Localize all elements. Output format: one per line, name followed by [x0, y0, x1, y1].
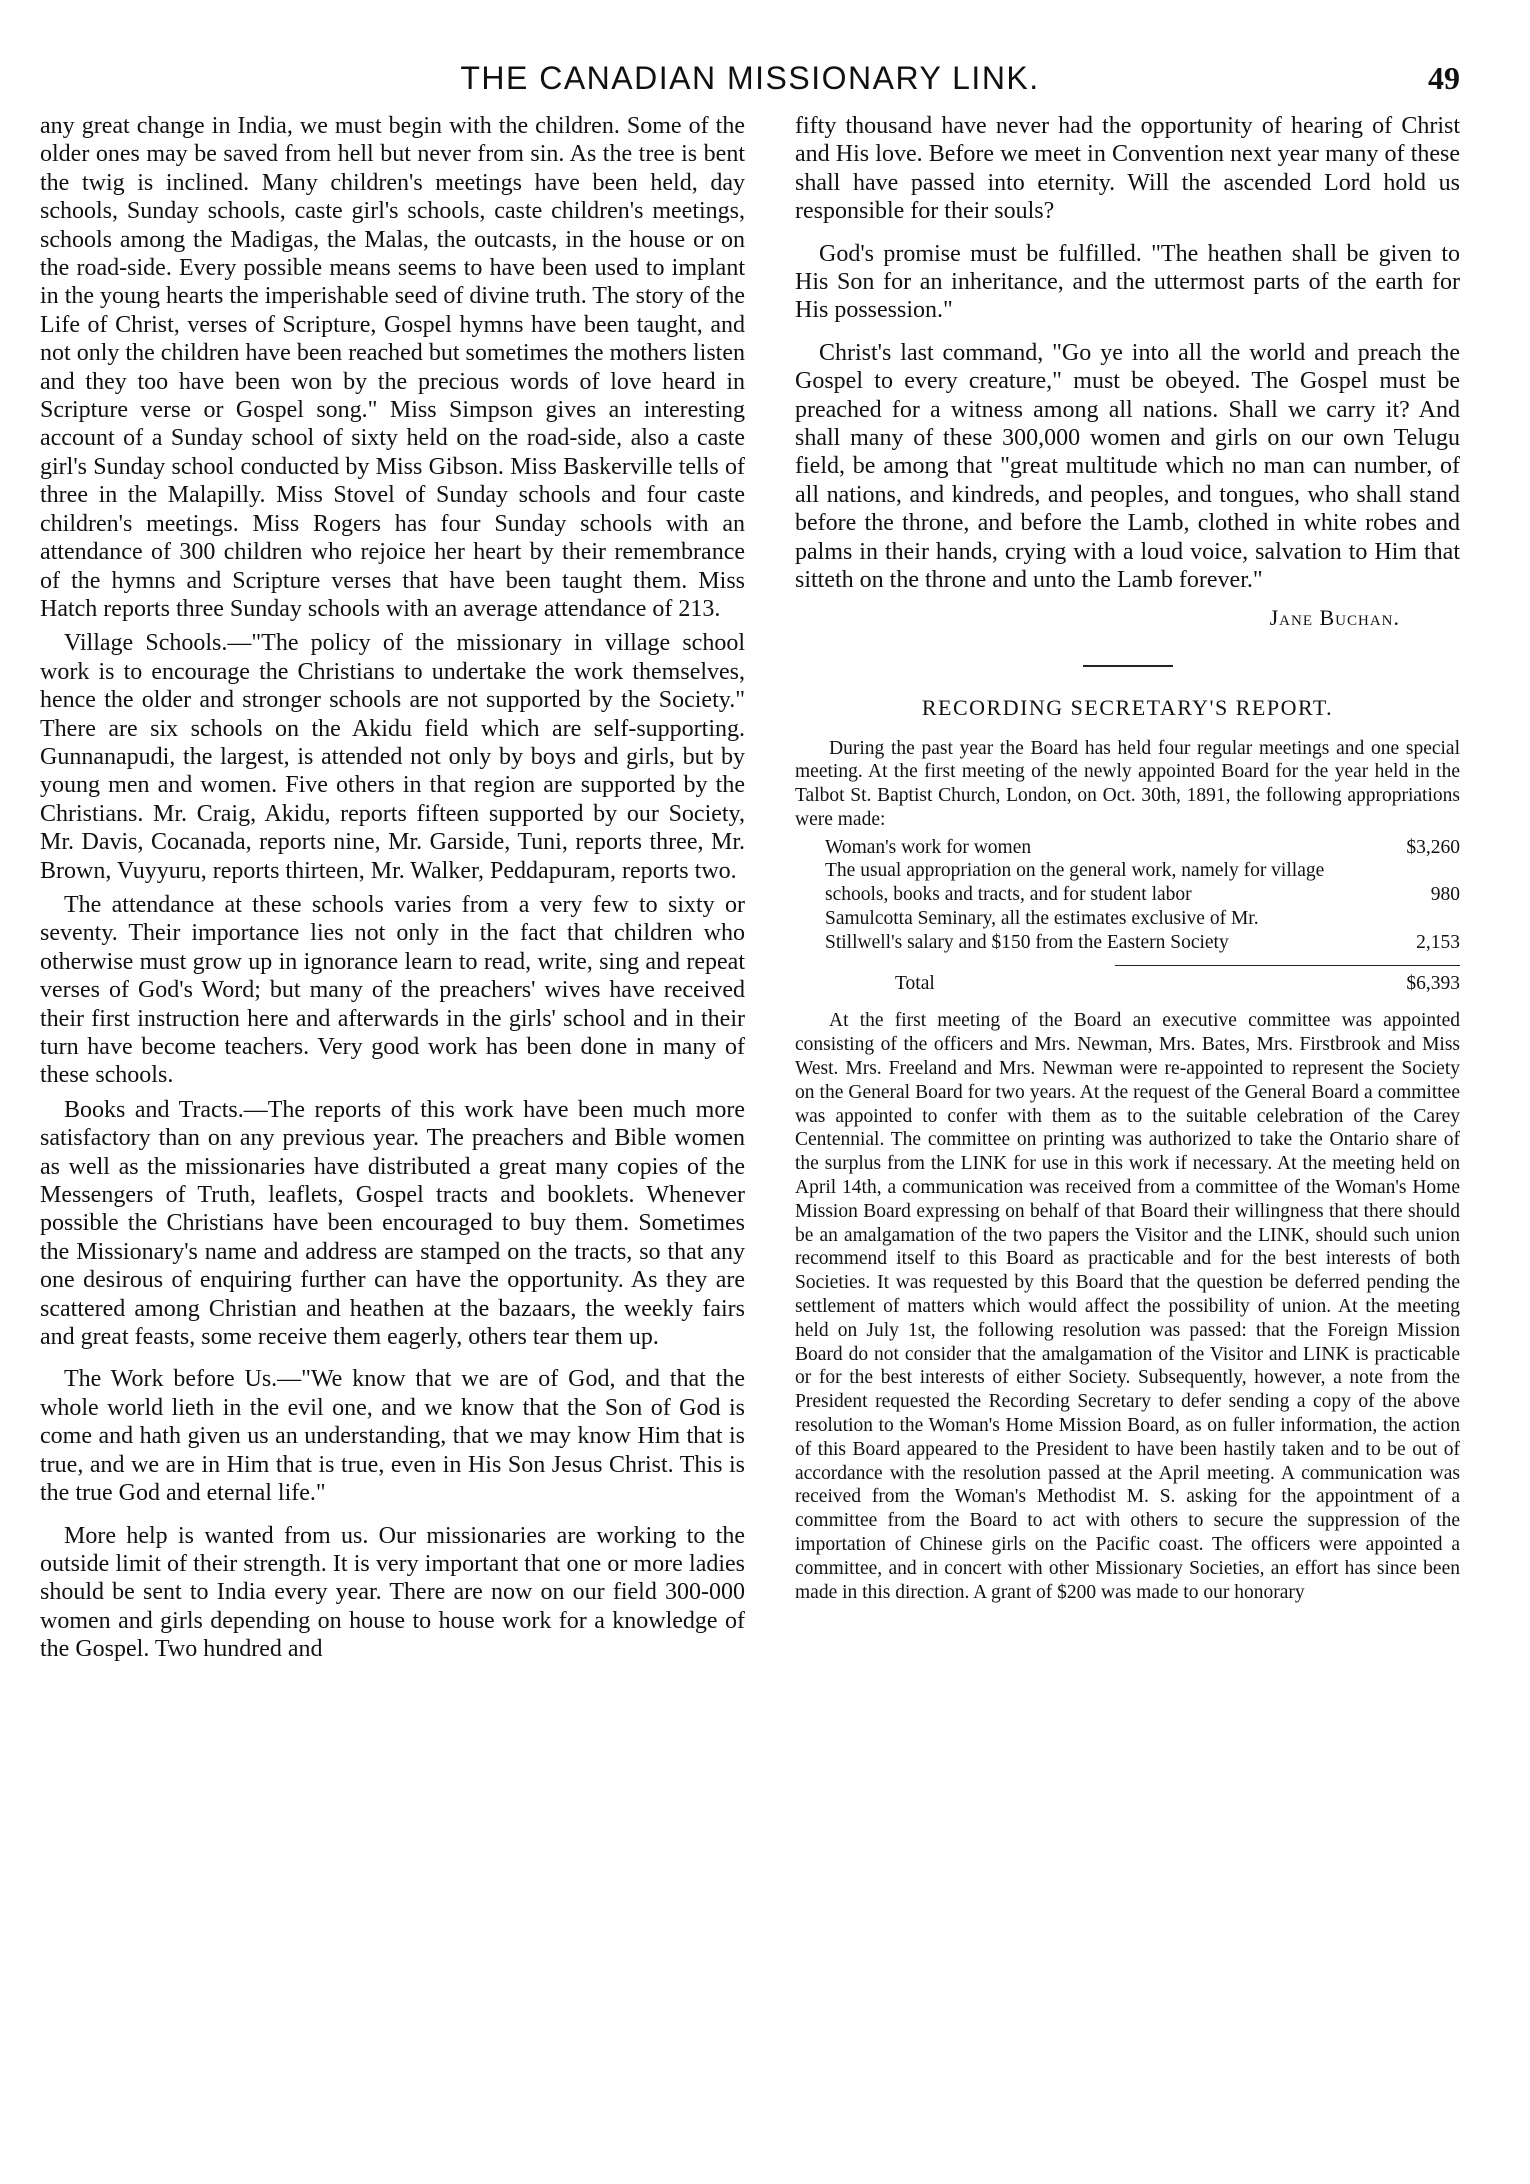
page-title: THE CANADIAN MISSIONARY LINK. — [460, 60, 1040, 96]
appropriation-item: Samulcotta Seminary, all the estimates exclusive of Mr. Stillwell's salary and $150 from the Eastern Society — [825, 908, 1259, 953]
total-row — [795, 972, 1460, 996]
report-intro: During the past year the Board has held four regular meetings and one special meeting. At the first meeting of the newly appointed Board for the year held in the Talbot St. Baptist Church, London, on Oct. 30th, 1891, the following appropriations were made: — [795, 737, 1460, 830]
report-body: At the first meeting of the Board an executive committee was appointed consisting of the officers and Mrs. Newman, Mrs. Bates, Mrs. Firstbrook and Miss West. Mrs. Freeland and Mrs. Newman were re-appointed to represent the Society on the General Board for two years. At the request of the General Board a committee was appointed to confer with them as to the suitable celebration of the Carey Centennial. The committee on printing was authorized to take the Ontario share of the surplus from the LINK for use in this work if necessary. At the meeting held on April 14th, a communication was received from a committee of the Woman's Home Mission Board expressing on behalf of that Board their willingness that there should be an amalgamation of the two papers the Visitor and the LINK, should such union recommend itself to this Board as practicable and for the best interests of both Societies. It was requested by this Board that the question be deferred pending the settlement of matters which would affect the possibility of union. At the meeting held on July 1st, the following resolution was passed: that the Foreign Mission Board do not consider that the amalgamation of the Visitor and LINK is practicable or for the best interests of either Society. Subsequently, however, a note from the President requested the Recording Secretary to defer sending a copy of the above resolution to the Woman's Home Mission Board, as on fuller information, the action of this Board appeared to the President to have been hastily taken and to be out of accordance with the resolution passed at the April meeting. A communication was received from the Woman's Methodist M. S. asking for the appointment of a committee from the Board to act with others to secure the suppression of the importation of Chinese girls on the Pacific coast. The officers were appointed a committee, and in concert with other Missionary Societies, an effort has since been made in this direction. A grant of $200 was made to our honorary — [795, 1010, 1460, 1603]
left-column — [40, 112, 745, 1664]
paragraph: God's promise must be fulfilled. "The heathen shall be given to His Son for an inheritance, and the uttermost parts of the earth for His possession." — [795, 240, 1460, 324]
total-rule — [1115, 965, 1460, 966]
paragraph: The Work before Us.—"We know that we are of God, and that the whole world lieth in the evil one, and we know that the Son of God is come and hath given us an understanding, that we may know Him that is true, and we are in Him that is true, even in His Son Jesus Christ. This is the true God and eternal life." — [40, 1366, 745, 1507]
report-section — [795, 737, 1460, 1605]
appropriation-row — [795, 836, 1460, 860]
section-heading: RECORDING SECRETARY'S REPORT. — [921, 694, 1334, 720]
paragraph: Village Schools.—"The policy of the missionary in village school work is to encourage the Christians to undertake the work themselves, hence the older and stronger schools are not supported by the Society." There are six schools on the Akidu field which are self-supporting. Gunnanapudi, the largest, is attended not only by boys and girls, but by young men and women. Five others in that region are supported by the Christians. Mr. Craig, Akidu, reports fifteen supported by our Society, Mr. Davis, Cocanada, reports nine, Mr. Garside, Tuni, reports three, Mr. Brown, Vuyyuru, reports thirteen, Mr. Walker, Peddapuram, reports two. — [40, 630, 745, 884]
appropriation-amount: $3,260 — [1406, 836, 1460, 858]
total-label: Total — [895, 972, 935, 994]
appropriation-amount: 2,153 — [1416, 931, 1460, 953]
section-divider — [1083, 665, 1173, 667]
appropriation-item: Woman's work for women — [825, 836, 1032, 858]
page-number: 49 — [1428, 60, 1460, 96]
signature: Jane Buchan. — [1269, 604, 1400, 630]
right-column — [795, 112, 1460, 1604]
paragraph: The attendance at these schools varies from a very few to sixty or seventy. Their importance lies not only in the fact that children who otherwise must grow up in ignorance learn to read, write, sing and repeat verses of God's Word; but many of the preachers' wives have received their first instruction here and afterwards in the girls' school and in their turn have become teachers. Very good work has been done in many of these schools. — [40, 891, 745, 1089]
paragraph: fifty thousand have never had the opportunity of hearing of Christ and His love. Before we meet in Convention next year many of these shall have passed into eternity. Will the ascended Lord hold us responsible for their souls? — [795, 113, 1460, 225]
appropriation-row — [795, 859, 1460, 907]
appropriation-item: The usual appropriation on the general work, namely for village schools, books and tracts, and for student labor — [825, 860, 1325, 906]
appropriations-table — [795, 836, 1460, 996]
paragraph: Books and Tracts.—The reports of this work have been much more satisfactory than on any previous year. The preachers and Bible women as well as the missionaries have distributed a great many copies of the Messengers of Truth, leaflets, Gospel tracts and booklets. Whenever possible the Christians have been encouraged to buy them. Sometimes the Missionary's name and address are stamped on the tracts, so that any one desirous of enquiring further can have the opportunity. As they are scattered among Christian and heathen at the bazaars, the weekly fairs and great feasts, some receive them eagerly, others tear them up. — [40, 1096, 745, 1351]
total-amount: $6,393 — [1406, 972, 1460, 994]
paragraph: any great change in India, we must begin with the children. Some of the older ones may be saved from hell but never from sin. As the tree is bent the twig is inclined. Many children's meetings have been held, day schools, Sunday schools, caste girl's schools, caste children's meetings, schools among the Madigas, the Malas, the outcasts, in the house or on the road-side. Every possible means seems to have been used to implant in the young hearts the imperishable seed of divine truth. The story of the Life of Christ, verses of Scripture, Gospel hymns have been taught, and not only the children have been reached but sometimes the mothers listen and they too have been won by the precious words of love heard in Scripture verse or Gospel song." Miss Simpson gives an interesting account of a Sunday school of sixty held on the road-side, also a caste girl's Sunday school conducted by Miss Gibson. Miss Baskerville tells of three in the Malapilly. Miss Stovel of Sunday schools and four caste children's meetings. Miss Rogers has four Sunday schools with an attendance of 300 children who rejoice her heart by their remembrance of the hymns and Scripture verses that have been taught them. Miss Hatch reports three Sunday schools with an average attendance of 213. — [40, 113, 745, 622]
appropriation-row — [795, 907, 1460, 955]
appropriation-amount: 980 — [1430, 884, 1460, 906]
paragraph: More help is wanted from us. Our missionaries are working to the outside limit of their strength. It is very important that one or more ladies should be sent to India every year. There are now on our field 300-000 women and girls depending on house to house work for a knowledge of the Gospel. Two hundred and — [40, 1522, 745, 1663]
paragraph: Christ's last command, "Go ye into all the world and preach the Gospel to every creature," must be obeyed. The Gospel must be preached for a witness among all nations. Shall we carry it? And shall many of these 300,000 women and girls on our own Telugu field, be among that "great multitude which no man can number, of all nations, and kindreds, and peoples, and tongues, who shall stand before the throne, and before the Lamb, clothed in white robes and palms in their hands, crying with a loud voice, salvation to Him that sitteth on the throne and unto the Lamb forever." — [795, 339, 1460, 594]
page-header — [40, 40, 1460, 110]
